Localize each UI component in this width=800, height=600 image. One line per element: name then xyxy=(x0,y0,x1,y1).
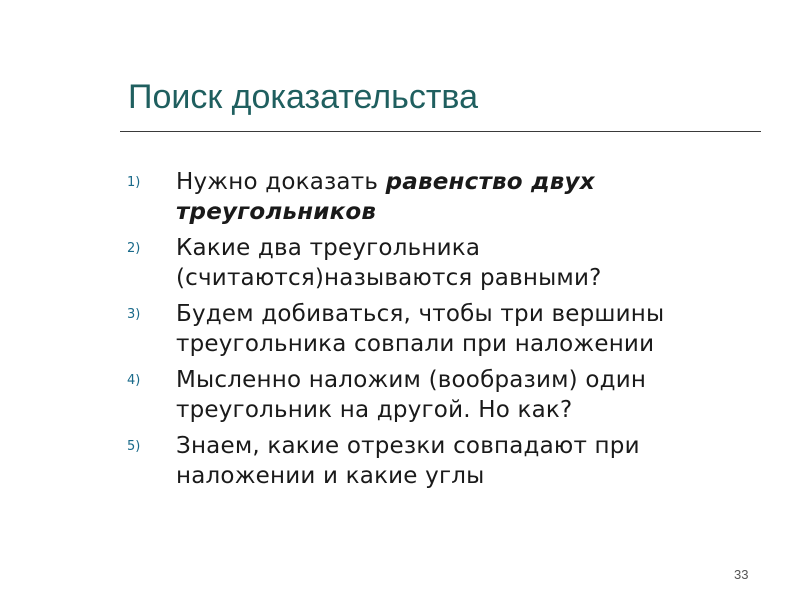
page-number: 33 xyxy=(734,567,749,582)
list-item-number: 1) xyxy=(127,175,141,190)
list-item-text xyxy=(176,365,776,425)
slide-title: Поиск доказательства xyxy=(128,78,478,116)
list-item-number: 2) xyxy=(127,241,141,256)
list-item-line: Какие два треугольника xyxy=(176,235,481,261)
list-item-text xyxy=(176,299,776,359)
list-item-line: наложении и какие углы xyxy=(176,463,485,489)
list-item-line: треугольника совпали при наложении xyxy=(176,331,655,357)
list-item-line: Мысленно наложим (вообразим) один xyxy=(176,367,647,393)
list-item-text-prefix: Нужно доказать xyxy=(176,169,386,195)
list-item-text-emphasis: равенство двух треугольников xyxy=(176,169,595,225)
list-item-text xyxy=(176,233,776,293)
list-item-line: (считаются)называются равными? xyxy=(176,265,602,291)
list-item-line: Знаем, какие отрезки совпадают при xyxy=(176,433,640,459)
list-item-number: 5) xyxy=(127,439,141,454)
list-item-line: треугольник на другой. Но как? xyxy=(176,397,573,423)
list-item-text xyxy=(176,431,776,491)
list-item-text xyxy=(176,167,776,227)
list-item-number: 4) xyxy=(127,373,141,388)
list-item-number: 3) xyxy=(127,307,141,322)
list-item-line: Будем добиваться, чтобы три вершины xyxy=(176,301,665,327)
